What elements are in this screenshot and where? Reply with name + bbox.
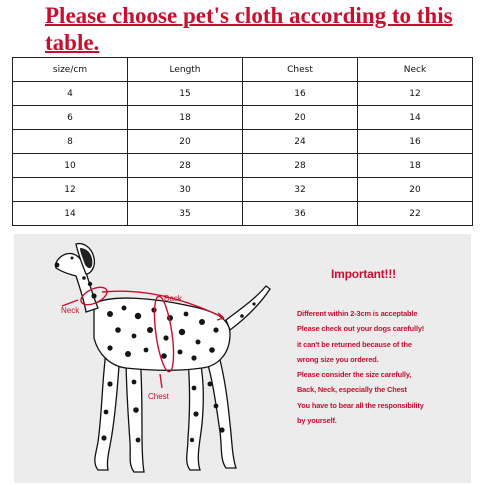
table-cell: 32 bbox=[243, 178, 358, 202]
table-cell: 28 bbox=[128, 154, 243, 178]
table-cell: 4 bbox=[13, 82, 128, 106]
note-line: it can't be returned because of the bbox=[297, 339, 412, 349]
note-line: Please consider the size carefully, bbox=[297, 370, 412, 380]
table-row bbox=[13, 178, 473, 202]
table-cell: 16 bbox=[358, 130, 473, 154]
table-cell: 35 bbox=[128, 202, 243, 226]
table-cell: 14 bbox=[358, 106, 473, 130]
size-table bbox=[12, 57, 473, 226]
table-cell: 18 bbox=[128, 106, 243, 130]
table-cell: 24 bbox=[243, 130, 358, 154]
chest-label: Chest bbox=[148, 392, 169, 401]
table-cell: 15 bbox=[128, 82, 243, 106]
note-line: Different within 2-3cm is acceptable bbox=[297, 309, 418, 318]
dog-measurement-photo bbox=[14, 234, 471, 483]
table-cell: 20 bbox=[243, 106, 358, 130]
table-cell: 18 bbox=[358, 154, 473, 178]
header-neck: Neck bbox=[358, 58, 473, 82]
table-cell: 14 bbox=[13, 202, 128, 226]
note-line: wrong size you ordered. bbox=[297, 354, 379, 364]
table-cell: 10 bbox=[13, 154, 128, 178]
headline: Please choose pet's cloth according to this table. bbox=[45, 3, 453, 55]
note-line: You have to bear all the responsibility bbox=[297, 400, 424, 410]
table-cell: 6 bbox=[13, 106, 128, 130]
back-label: Back bbox=[164, 294, 182, 303]
table-cell: 22 bbox=[358, 202, 473, 226]
table-cell: 12 bbox=[13, 178, 128, 202]
header-length: Length bbox=[128, 58, 243, 82]
important-notes bbox=[297, 306, 467, 428]
note-line: by yourself. bbox=[297, 416, 337, 426]
table-cell: 12 bbox=[358, 82, 473, 106]
table-cell: 20 bbox=[358, 178, 473, 202]
table-cell: 30 bbox=[128, 178, 243, 202]
important-title: Important!!! bbox=[331, 267, 396, 281]
table-row bbox=[13, 202, 473, 226]
table-cell: 16 bbox=[243, 82, 358, 106]
table-row bbox=[13, 154, 473, 178]
table-cell: 28 bbox=[243, 154, 358, 178]
table-row bbox=[13, 130, 473, 154]
neck-label: Neck bbox=[61, 306, 80, 315]
table-body bbox=[13, 82, 473, 226]
table-cell: 20 bbox=[128, 130, 243, 154]
table-cell: 36 bbox=[243, 202, 358, 226]
header-size: size/cm bbox=[13, 58, 128, 82]
note-line: Back, Neck, especially the Chest bbox=[297, 385, 407, 395]
note-line: Please check out your dogs carefully! bbox=[297, 324, 425, 334]
header-chest: Chest bbox=[243, 58, 358, 82]
table-row bbox=[13, 106, 473, 130]
table-header-row bbox=[13, 58, 473, 82]
table-row bbox=[13, 82, 473, 106]
table-cell: 8 bbox=[13, 130, 128, 154]
